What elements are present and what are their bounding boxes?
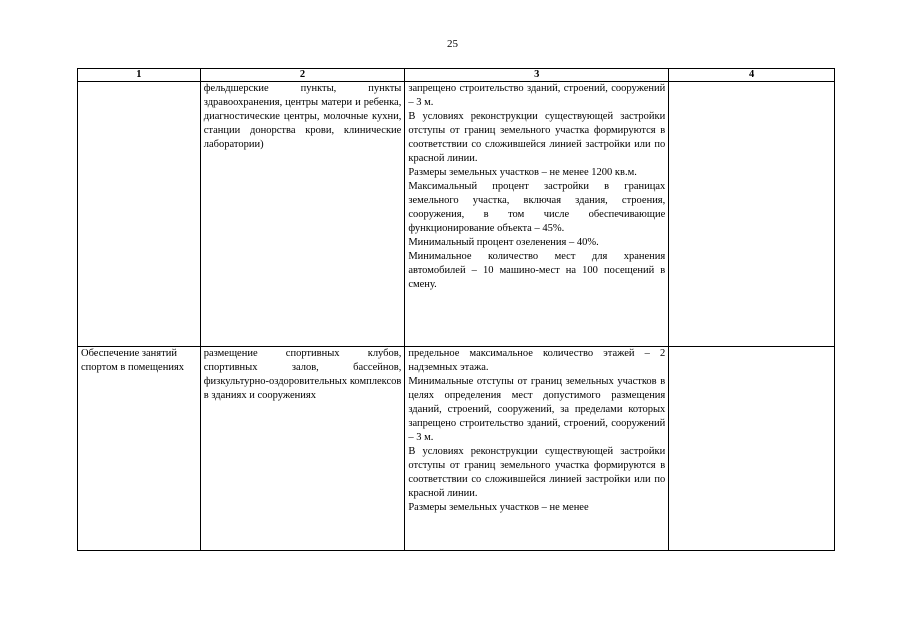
cell-description: размещение спортивных клубов, спортивных залов, бассейнов, физкультурно-оздоровительных комплексов в зданиях и сооружениях [200, 347, 405, 551]
table-row [78, 82, 835, 347]
column-header-1: 1 [78, 69, 201, 82]
parameter-paragraph: Размеры земельных участков – не менее 1200 кв.м. [408, 167, 637, 178]
cell-use-type [78, 82, 201, 347]
column-header-3: 3 [405, 69, 669, 82]
parameter-paragraph: В условиях реконструкции существующей застройки отступы от границ земельного участка формируются в соответствии со сложившейся линией застройки или по красной линии. [408, 446, 666, 499]
parameter-paragraph: предельное максимальное количество этажей – 2 надземных этажа. [408, 348, 666, 373]
parameter-paragraph: запрещено строительство зданий, строений, сооружений – 3 м. [408, 83, 666, 108]
cell-description: фельдшерские пункты, пункты здравоохранения, центры матери и ребенка, диагностические центры, молочные кухни, станции донорства крови, клинические лаборатории) [200, 82, 405, 347]
cell-use-type: Обеспечение занятий спортом в помещениях [78, 347, 201, 551]
column-header-2: 2 [200, 69, 405, 82]
parameter-paragraph: Размеры земельных участков – не менее [408, 502, 589, 513]
column-header-4: 4 [669, 69, 835, 82]
parameter-paragraph: Минимальный процент озеленения – 40%. [408, 237, 599, 248]
page-number: 25 [447, 38, 458, 50]
parameter-paragraph: Минимальные отступы от границ земельных участков в целях определения мест допустимого размещения зданий, строений, сооружений, за пределами которых запрещено строительство зданий, строений, сооружений – 3 м. [408, 376, 666, 443]
cell-parameters [405, 347, 669, 551]
parameter-paragraph: Максимальный процент застройки в границах земельного участка, включая здания, строения, сооружения, в том числе обеспечивающие функционирование объекта – 45%. [408, 181, 666, 234]
cell-parameters [405, 82, 669, 347]
parameter-paragraph: В условиях реконструкции существующей застройки отступы от границ земельного участка формируются в соответствии со сложившейся линией застройки или по красной линии. [408, 111, 666, 164]
table-row [78, 347, 835, 551]
parameter-paragraph: Минимальное количество мест для хранения автомобилей – 10 машино-мест на 100 посещений в смену. [408, 251, 666, 290]
cell-notes [669, 82, 835, 347]
cell-notes [669, 347, 835, 551]
regulations-table [77, 68, 835, 551]
table-header-row [78, 69, 835, 82]
